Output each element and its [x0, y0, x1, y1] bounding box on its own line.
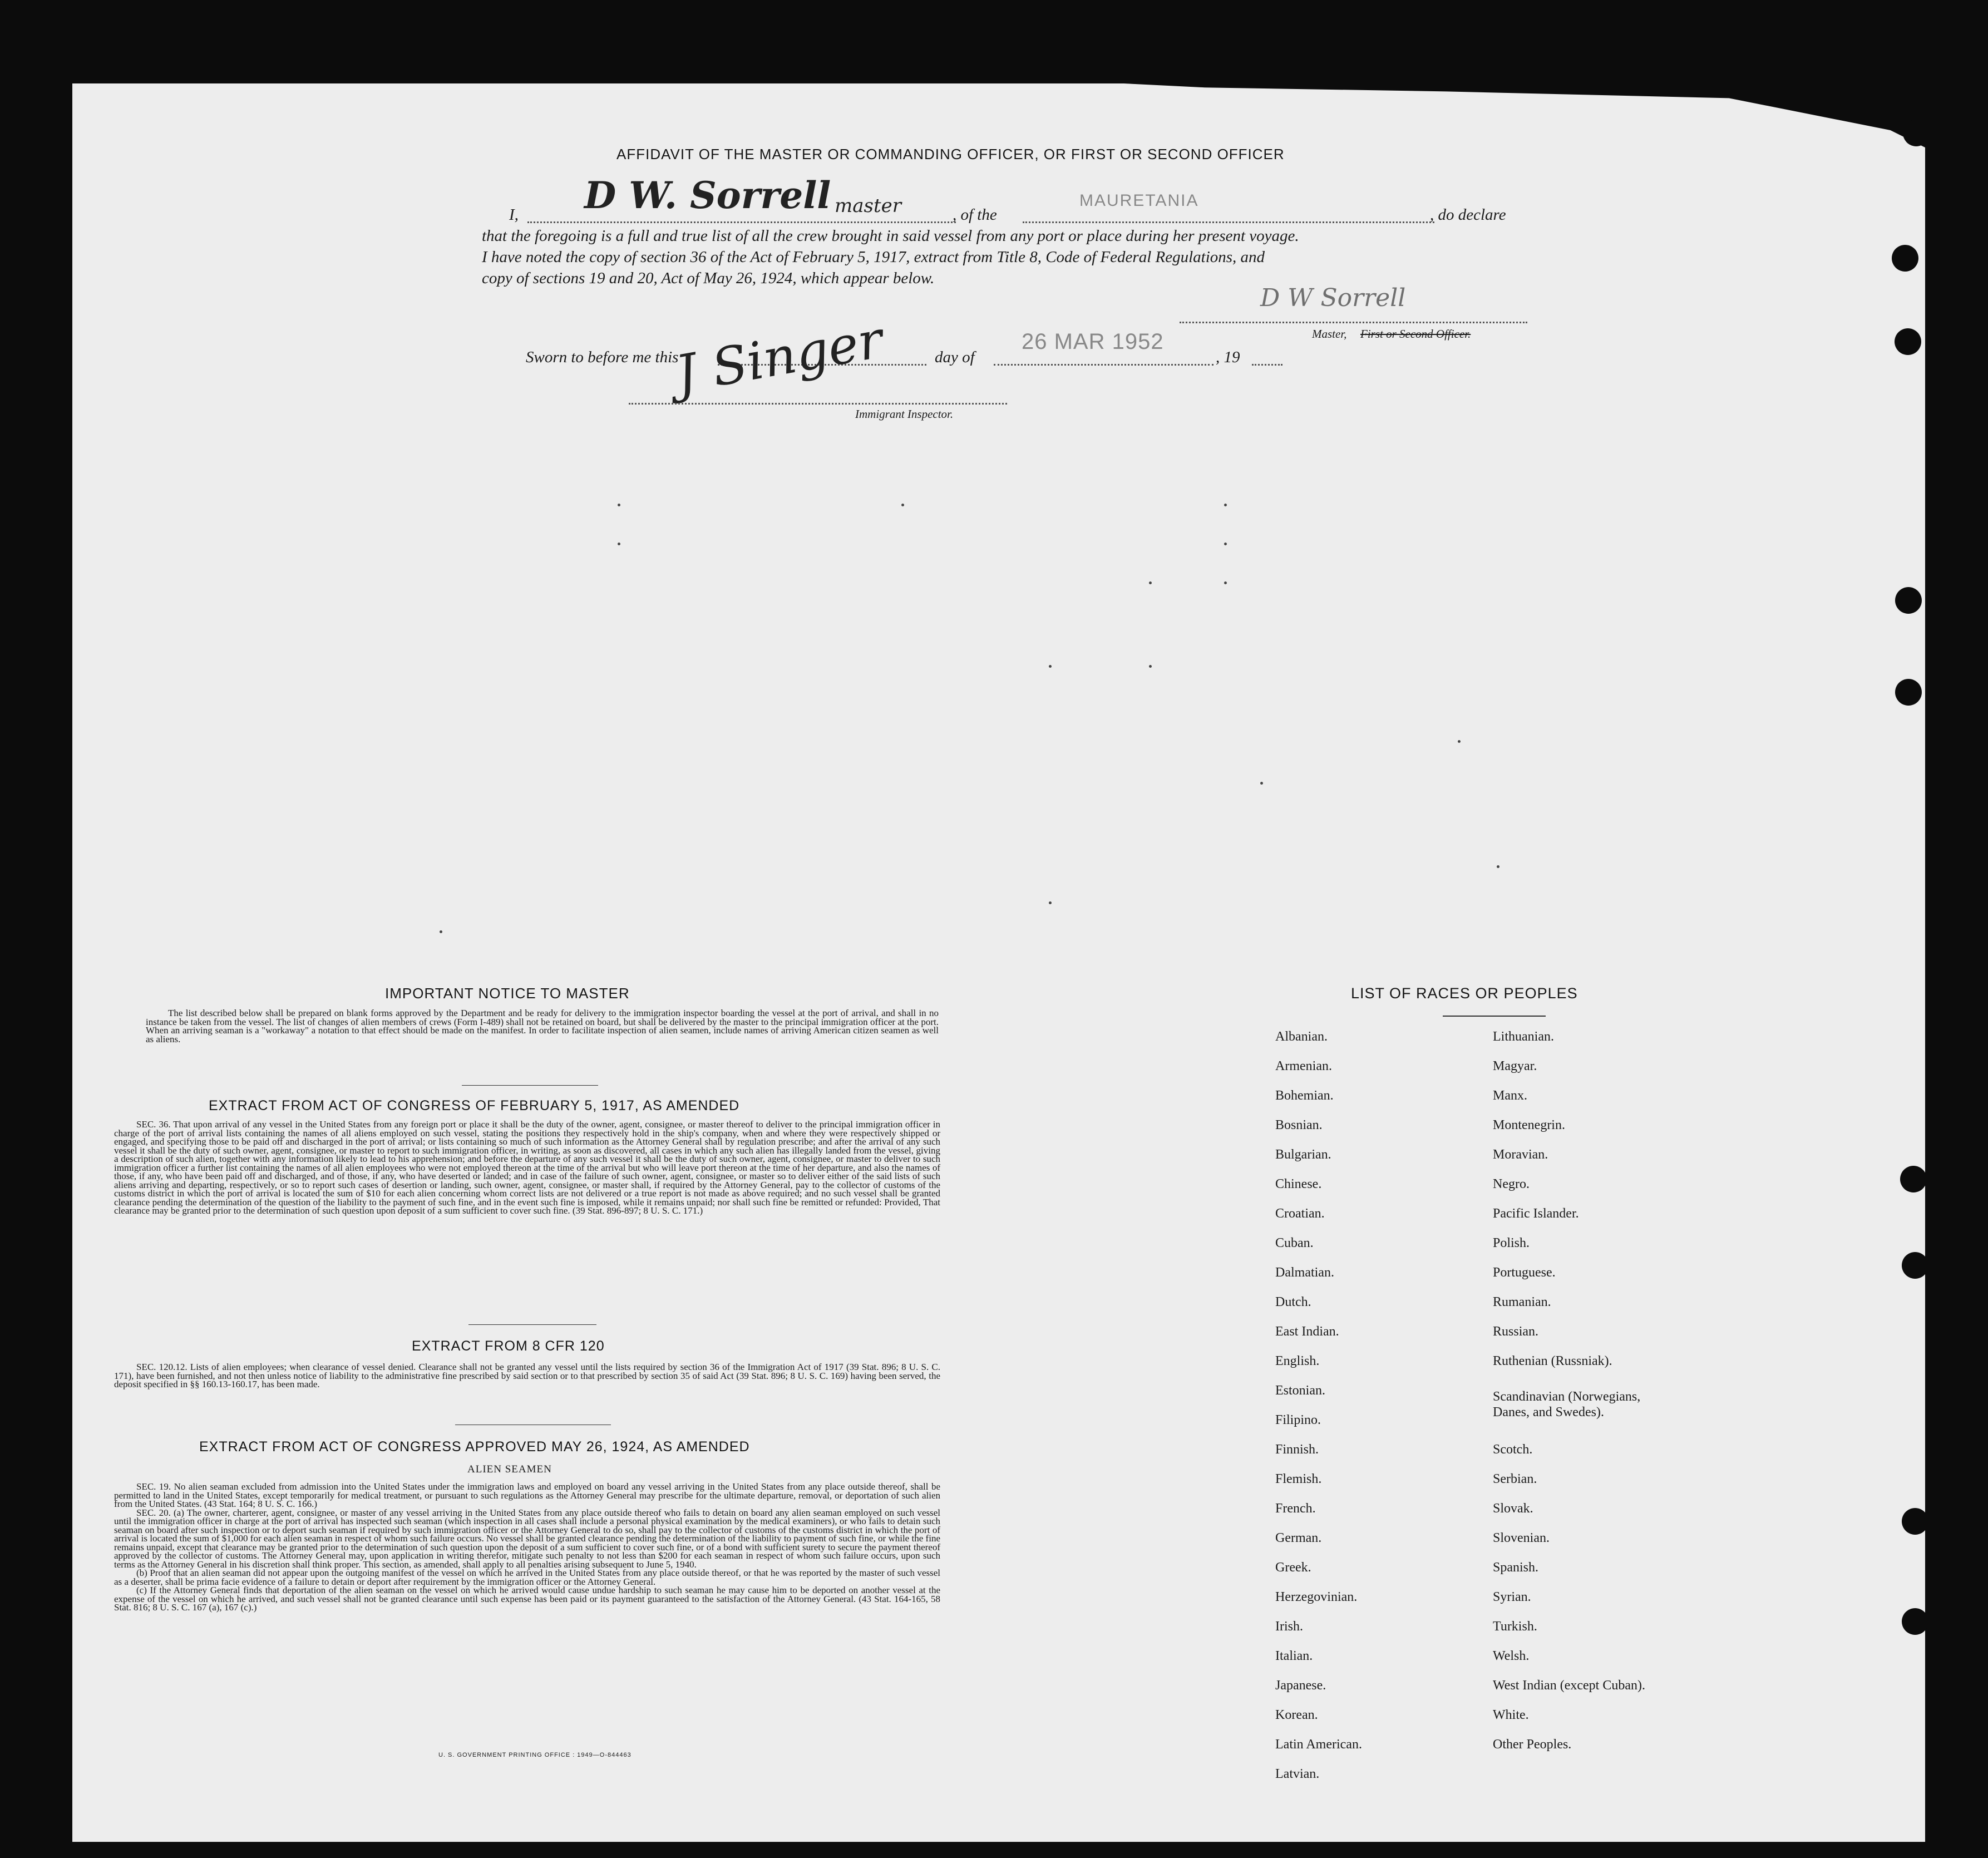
- race-item: Ruthenian (Russniak).: [1493, 1354, 1612, 1368]
- race-item: Negro.: [1493, 1177, 1530, 1191]
- speck: [1224, 543, 1227, 545]
- divider: [468, 1324, 596, 1325]
- master-name-line: [527, 221, 956, 223]
- race-item: Rumanian.: [1493, 1295, 1551, 1309]
- affidavit-of-the: , of the: [953, 206, 997, 224]
- vessel-name: MAURETANIA: [1079, 191, 1199, 210]
- speck: [901, 504, 904, 506]
- divider: [462, 1085, 598, 1086]
- race-item: Montenegrin.: [1493, 1118, 1565, 1132]
- race-item: Flemish.: [1275, 1472, 1322, 1486]
- sworn-date-line: [994, 364, 1213, 366]
- race-item: Dalmatian.: [1275, 1265, 1334, 1280]
- race-item: Pacific Islander.: [1493, 1206, 1579, 1221]
- year-label: , 19: [1216, 348, 1240, 366]
- race-item: Slovenian.: [1493, 1531, 1550, 1545]
- punch-hole: [1892, 245, 1918, 272]
- race-item: Welsh.: [1493, 1649, 1530, 1663]
- punch-hole: [1895, 587, 1922, 614]
- race-item: Filipino.: [1275, 1413, 1321, 1427]
- race-item: Spanish.: [1493, 1560, 1539, 1575]
- notice-text: [146, 1009, 939, 1043]
- sworn-label: Sworn to before me this: [526, 348, 679, 366]
- race-item: Magyar.: [1493, 1059, 1537, 1073]
- speck: [1149, 581, 1152, 584]
- race-item: Syrian.: [1493, 1590, 1531, 1604]
- race-item: Turkish.: [1493, 1619, 1537, 1634]
- inspector-signature: J Singer: [671, 309, 887, 405]
- race-item: Portuguese.: [1493, 1265, 1556, 1280]
- race-item: Italian.: [1275, 1649, 1313, 1663]
- race-item: Albanian.: [1275, 1029, 1328, 1044]
- affidavit-body-line: that the foregoing is a full and true list of all the crew brought in said vessel from any port or place during her present voyage.: [482, 227, 1299, 245]
- affidavit-declare: , do declare: [1430, 206, 1506, 224]
- speck: [440, 930, 442, 933]
- race-item: Latin American.: [1275, 1737, 1362, 1752]
- notice-title: IMPORTANT NOTICE TO MASTER: [385, 985, 630, 1002]
- punch-hole: [1902, 1508, 1928, 1535]
- races-list-left: [1275, 1028, 1362, 1795]
- race-item: Korean.: [1275, 1708, 1318, 1722]
- race-item: Bohemian.: [1275, 1088, 1334, 1103]
- race-item: East Indian.: [1275, 1324, 1339, 1339]
- divider: [1443, 1016, 1546, 1017]
- inspector-line: [629, 403, 1007, 405]
- race-item: Polish.: [1493, 1236, 1530, 1250]
- master-role-handwriting: master: [835, 195, 901, 217]
- speck: [1149, 665, 1152, 668]
- speck: [1049, 665, 1052, 668]
- signature-label-struck: First or Second Officer.: [1360, 327, 1471, 341]
- speck: [618, 504, 620, 506]
- race-item: Dutch.: [1275, 1295, 1311, 1309]
- race-item: Manx.: [1493, 1088, 1527, 1103]
- punch-hole: [1903, 120, 1930, 146]
- speck: [1224, 581, 1227, 584]
- race-item: Bulgarian.: [1275, 1147, 1331, 1162]
- speck: [1497, 865, 1499, 868]
- race-item: Slovak.: [1493, 1501, 1533, 1516]
- race-item: Scotch.: [1493, 1442, 1533, 1457]
- race-item: West Indian (except Cuban).: [1493, 1678, 1645, 1693]
- affidavit-i: I,: [509, 206, 519, 224]
- race-item: Herzegovinian.: [1275, 1590, 1358, 1604]
- punch-hole: [1900, 1166, 1927, 1192]
- race-item: Serbian.: [1493, 1472, 1537, 1486]
- race-item: Chinese.: [1275, 1177, 1322, 1191]
- speck: [618, 543, 620, 545]
- signature-label-master: Master,: [1312, 327, 1347, 341]
- affidavit-body-line: I have noted the copy of section 36 of the Act of February 5, 1917, extract from Title 8, Code of Federal Regulations, and: [482, 248, 1265, 266]
- extract-1924-paragraph: (c) If the Attorney General finds that deportation of the alien seaman on the vessel on which he arrived would cause undue hardship to such seaman he may cause him to be deported on another vessel at the expense of the vessel on which he arrived, and such vessel shall not be granted clearance until such expense has been paid or its payment guaranteed to the satisfaction of the Attorney General. (43 Stat. 164-165, 58 Stat. 816; 8 U. S. C. 167 (a), 167 (c).): [114, 1585, 940, 1613]
- race-item: Moravian.: [1493, 1147, 1548, 1162]
- race-item: Bosnian.: [1275, 1118, 1323, 1132]
- extract-1924-text: [114, 1482, 940, 1612]
- race-item: Armenian.: [1275, 1059, 1332, 1073]
- race-item: Latvian.: [1275, 1767, 1320, 1781]
- speck: [1458, 740, 1461, 743]
- punch-hole: [1895, 679, 1922, 706]
- affidavit-title: AFFIDAVIT OF THE MASTER OR COMMANDING OFFICER, OR FIRST OR SECOND OFFICER: [616, 146, 1285, 162]
- race-item: German.: [1275, 1531, 1322, 1545]
- race-item: French.: [1275, 1501, 1316, 1516]
- punch-hole: [1895, 328, 1921, 355]
- extract-1917-title: EXTRACT FROM ACT OF CONGRESS OF FEBRUARY 5, 1917, AS AMENDED: [209, 1098, 740, 1113]
- punch-hole: [1902, 1608, 1928, 1635]
- race-item: Scandinavian (Norwegians, Danes, and Swedes).: [1493, 1389, 1641, 1420]
- extract-1924-paragraph: SEC. 20. (a) The owner, charterer, agent, consignee, or master of any vessel arriving in the United States from any place outside thereof who fails to detain on board any alien seaman employed on such vessel until the immigration officer in charge at the port of arrival has inspected such seaman (which inspection in all cases shall include a personal physical examination by the medical examiners), or who fails to detain such seaman on board after such inspection or to deport such seaman if required by such immigration officer or the Attorney General to do so, shall pay to the collector of customs of the customs district in which the port of arrival is located the sum of $1,000 for each alien seaman in respect of whom such failure occurs. No vessel shall be granted clearance pending the determination of the liability to payment of such fine, or while the fine remains unpaid, except that clearance may be granted prior to the determination of such question upon the deposit of a sum sufficient to cover such fine, or of a bond with sufficient surety to secure the payment thereof approved by the collector of customs. The Attorney General may, upon application in writing therefor, mitigate such penalty to not less than $200 for each seaman in respect of whom such failure occurs, upon such terms as the Attorney General in his discretion shall think proper. This section, as amended, shall apply to all penalties arising subsequent to June 5, 1940.: [114, 1507, 940, 1570]
- extract-cfr-title: EXTRACT FROM 8 CFR 120: [412, 1338, 605, 1354]
- race-item: English.: [1275, 1354, 1320, 1368]
- race-item: Croatian.: [1275, 1206, 1325, 1221]
- race-item: Finnish.: [1275, 1442, 1319, 1457]
- race-item: Japanese.: [1275, 1678, 1326, 1693]
- notice-paragraph: The list described below shall be prepared on blank forms approved by the Department and be ready for delivery to the immigration inspector boarding the vessel at the port of arrival, and shall in no instance be taken from the vessel. The list of changes of alien members of crews (Form I-489) shall not be retained on board, but shall be delivered by the master to the principal immigration officer at the port. When an arriving seaman is a "workaway" a notation to that effect should be made on the manifest. In order to facilitate inspection of alien seamen, include names of arriving American citizen seamen as well as aliens.: [146, 1008, 939, 1044]
- day-of-label: day of: [935, 348, 975, 366]
- race-item: Cuban.: [1275, 1236, 1314, 1250]
- master-signature-line: [1180, 322, 1527, 323]
- race-item: White.: [1493, 1708, 1529, 1722]
- race-item: Irish.: [1275, 1619, 1303, 1634]
- race-item: Lithuanian.: [1493, 1029, 1554, 1044]
- speck: [1260, 782, 1263, 785]
- master-signature: D W Sorrell: [1260, 284, 1406, 312]
- race-item: Estonian.: [1275, 1383, 1325, 1398]
- race-item: Other Peoples.: [1493, 1737, 1572, 1752]
- extract-1924-title: EXTRACT FROM ACT OF CONGRESS APPROVED MAY 26, 1924, AS AMENDED: [199, 1439, 750, 1455]
- punch-hole: [1902, 1252, 1928, 1279]
- inspector-label: Immigrant Inspector.: [855, 407, 954, 421]
- speck: [1049, 901, 1052, 904]
- extract-1924-subtitle: ALIEN SEAMEN: [467, 1463, 552, 1475]
- master-name-handwriting: D W. Sorrell: [584, 174, 831, 217]
- extract-cfr-paragraph: SEC. 120.12. Lists of alien employees; when clearance of vessel denied. Clearance shall not be granted any vessel until the lists required by section 36 of the Immigration Act of 1917 (39 Stat. 896; 8 U. S. C. 171), have been furnished, and not then unless notice of liability to the administrative fine prescribed by said section or to that prescribed by section 35 of said Act (39 Stat. 896; 8 U. S. C. 169) having been served, the deposit specified in §§ 160.13-160.17, has been made.: [114, 1362, 940, 1389]
- year-line: [1252, 364, 1282, 366]
- race-item: Russian.: [1493, 1324, 1539, 1339]
- date-stamp: 26 MAR 1952: [1022, 329, 1164, 354]
- races-title: LIST OF RACES OR PEOPLES: [1351, 985, 1578, 1002]
- extract-cfr-text: [114, 1363, 940, 1389]
- speck: [1224, 504, 1227, 506]
- vessel-name-line: [1023, 221, 1434, 223]
- races-list-right: [1493, 1028, 1676, 1766]
- extract-1917-text: [114, 1120, 940, 1215]
- extract-1924-paragraph: (b) Proof that an alien seaman did not appear upon the outgoing manifest of the vessel on which he arrived in the United States from any place outside thereof, or that he was reported by the master of such vessel as a deserter, shall be prima facie evidence of a failure to detain or deport after requirement by the immigration officer or the Attorney General.: [114, 1568, 940, 1587]
- extract-1924-paragraph: SEC. 19. No alien seaman excluded from admission into the United States under the immigration laws and employed on board any vessel arriving in the United States from any place outside thereof, shall be permitted to land in the United States, except temporarily for medical treatment, or pursuant to such regulations as the Attorney General may prescribe for the ultimate departure, removal, or deportation of such alien from the United States. (43 Stat. 164; 8 U. S. C. 166.): [114, 1481, 940, 1509]
- affidavit-body-line: copy of sections 19 and 20, Act of May 26, 1924, which appear below.: [482, 269, 935, 287]
- extract-1917-paragraph: SEC. 36. That upon arrival of any vessel in the United States from any foreign port or place it shall be the duty of the owner, agent, consignee, or master thereof to deliver to the principal immigration officer in charge of the port of arrival lists containing the names of all aliens employed on such vessel, stating the positions they respectively hold in the ship's company, when and where they were respectively shipped or engaged, and specifying those to be paid off and discharged in the port of arrival; or lists containing so much of such information as the Attorney General shall by regulation prescribe; and after the arrival of any such vessel it shall be the duty of such owner, agent, consignee, or master to report to such immigration officer, in writing, as soon as discovered, all cases in which any such alien has illegally landed from the vessel, giving a description of such alien, together with any information likely to lead to his apprehension; and before the departure of any such vessel it shall be the duty of such owner, agent, consignee, or master to deliver to such immigration officer a further list containing the names of all alien employees who were not employed thereon at the time of the arrival but who will leave port thereon at the time of her departure, and also the names of those, if any, who have been paid off and discharged, and of those, if any, who have deserted or landed; and in case of the failure of such owner, agent, consignee, or master so to deliver either of the said lists of such aliens arriving and departing, respectively, or so to report such cases of desertion or landing, such owner, agent, consignee, or master shall, if required by the Attorney General, pay to the collector of customs of the customs district in which the port of arrival is located the sum of $10 for each alien concerning whom correct lists are not delivered or a true report is not made as above required; and no such vessel shall be granted clearance pending the determination of the question of the liability to the payment of such fine, and in the event such fine is imposed, while it remains unpaid; nor shall such fine be remitted or refunded: Provided, That clearance may be granted prior to the determination of such question upon deposit of a sum sufficient to cover such fine. (39 Stat. 896-897; 8 U. S. C. 171.): [114, 1119, 940, 1216]
- printer-line: U. S. GOVERNMENT PRINTING OFFICE : 1949—O-844463: [438, 1752, 632, 1758]
- race-item: Greek.: [1275, 1560, 1311, 1575]
